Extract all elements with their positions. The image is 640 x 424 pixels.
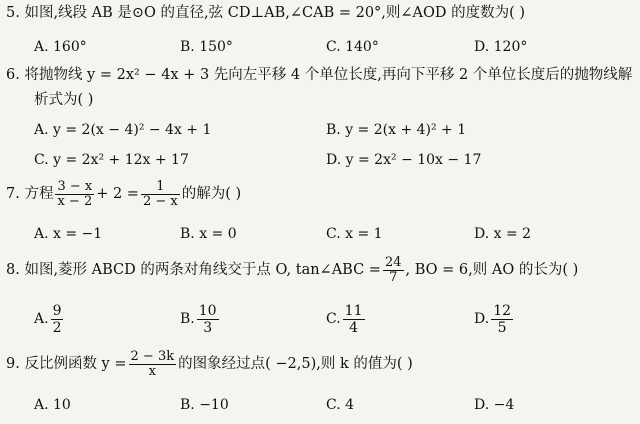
q8-suffix: , BO = 6,则 AO 的长为( ): [405, 262, 579, 278]
q9-suffix: 的图象经过点( −2,5),则 k 的值为( ): [178, 356, 413, 372]
q7-prefix: 7. 方程: [6, 186, 54, 202]
q5-option-d: D. 120°: [474, 39, 528, 55]
q9-option-d: D. −4: [474, 397, 515, 413]
q9-frac-den: x: [148, 363, 156, 379]
q8-option-c-num: 11: [344, 302, 363, 319]
q6-option-d: D. y = 2x² − 10x − 17: [326, 152, 482, 168]
q8-option-c-letter: C.: [326, 311, 341, 327]
q7-stem: [6, 179, 241, 209]
q8-fraction: [383, 256, 404, 285]
q8-option-a-den: 2: [52, 319, 62, 336]
q7-fraction-left: [55, 180, 94, 209]
q5-option-b: B. 150°: [180, 39, 233, 55]
q7-option-b: B. x = 0: [180, 226, 237, 242]
q8-option-b-num: 10: [198, 302, 217, 319]
q7-frac1-num: 3 − x: [57, 178, 93, 194]
q8-option-b-letter: B.: [180, 311, 195, 327]
q9-prefix: 9. 反比例函数 y =: [6, 356, 127, 372]
q7-suffix: 的解为( ): [181, 186, 242, 202]
q5-option-a: A. 160°: [34, 39, 87, 55]
q8-option-a-num: 9: [52, 302, 62, 319]
q6-option-a: A. y = 2(x − 4)² − 4x + 1: [34, 122, 212, 138]
q8-frac-den: 7: [389, 269, 398, 285]
q8-option-c-den: 4: [349, 319, 359, 336]
q6-option-c: C. y = 2x² + 12x + 17: [34, 152, 189, 168]
q6-stem-line2: 析式为( ): [34, 92, 94, 108]
q8-option-a: [34, 302, 65, 336]
q5-option-c: C. 140°: [326, 39, 379, 55]
q9-option-b: B. −10: [180, 397, 229, 413]
q7-option-a: A. x = −1: [34, 226, 103, 242]
q7-frac2-num: 1: [141, 180, 180, 195]
q9-option-a: A. 10: [34, 397, 71, 413]
q8-option-a-letter: A.: [34, 311, 49, 327]
q8-option-c: [326, 302, 367, 336]
q6-stem-line1: 6. 将抛物线 y = 2x² − 4x + 3 先向左平移 4 个单位长度,再向下平移 2 个单位长度后的抛物线解: [6, 67, 633, 83]
q7-frac2-den: 2 − x: [142, 193, 178, 209]
q5-stem: 5. 如图,线段 AB 是⊙O 的直径,弦 CD⊥AB,∠CAB = 20°,则∠AOD 的度数为( ): [6, 5, 526, 21]
q8-stem: [6, 254, 578, 286]
q7-frac1-den: x − 2: [57, 193, 93, 209]
q8-prefix: 8. 如图,菱形 ABCD 的两条对角线交于点 O, tan∠ABC =: [6, 262, 381, 278]
q9-frac-num: 2 − 3k: [130, 348, 175, 364]
q8-option-d-letter: D.: [474, 311, 490, 327]
q8-option-d: [474, 302, 515, 336]
q7-middle: + 2 =: [96, 186, 139, 202]
q8-option-d-den: 5: [497, 319, 507, 336]
q8-option-b-fraction: [197, 303, 219, 336]
q8-option-a-fraction: [51, 303, 64, 336]
q8-option-d-fraction: [491, 303, 513, 336]
q9-fraction: [129, 350, 177, 379]
q8-option-c-fraction: [343, 303, 365, 336]
q6-option-b: B. y = 2(x + 4)² + 1: [326, 122, 467, 138]
q7-option-d: D. x = 2: [474, 226, 532, 242]
q8-option-b: [180, 302, 221, 336]
q9-stem: [6, 348, 413, 380]
q8-option-d-num: 12: [493, 302, 512, 319]
q7-fraction-right: [141, 180, 180, 209]
q8-frac-num: 24: [384, 254, 402, 270]
q8-option-b-den: 3: [203, 319, 213, 336]
q7-option-c: C. x = 1: [326, 226, 383, 242]
q9-option-c: C. 4: [326, 397, 355, 413]
